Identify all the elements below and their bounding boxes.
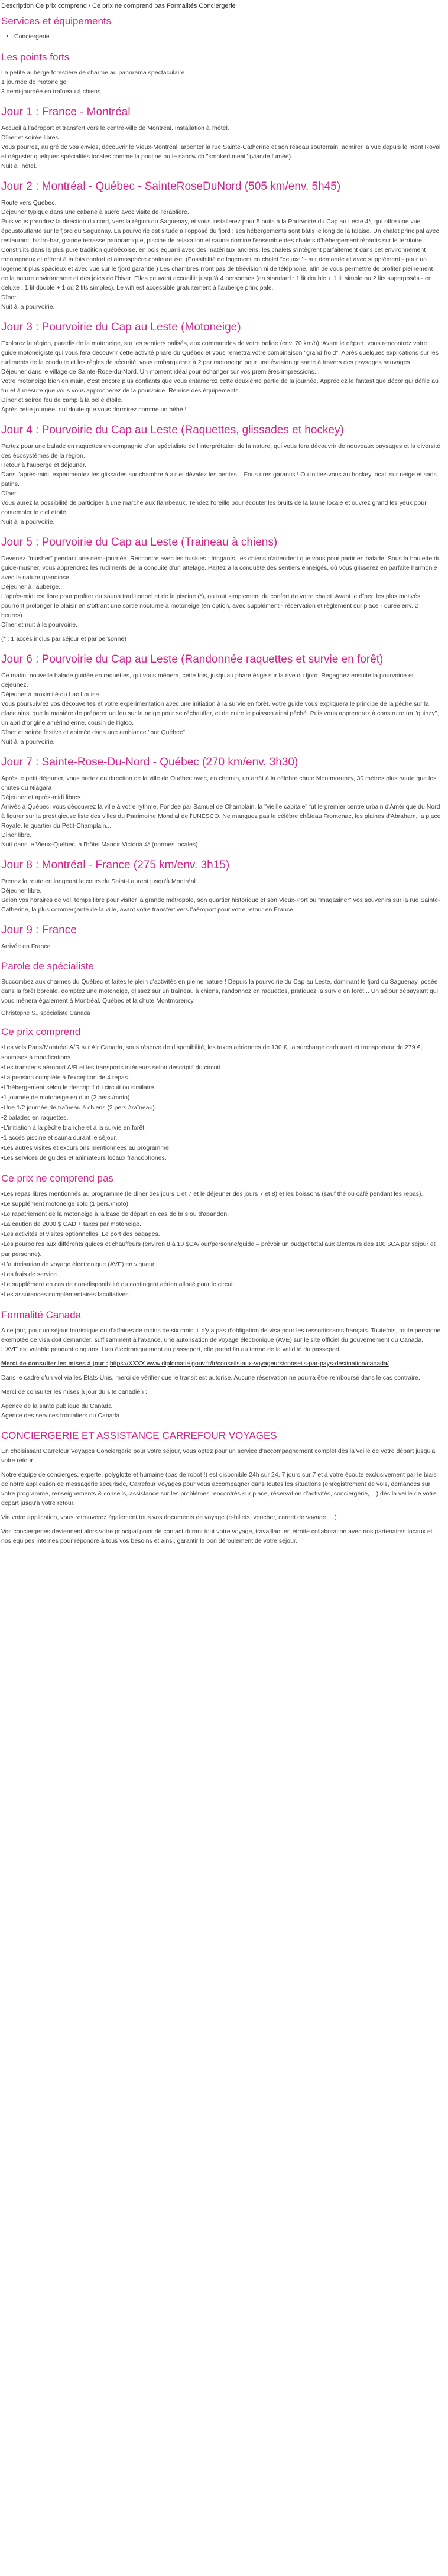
day-paragraph: Dîner et soirée festive et animée dans une ambiance "pur Québec".: [1, 729, 187, 736]
concierge-heading: CONCIERGERIE ET ASSISTANCE CARREFOUR VOYAGES: [1, 1430, 277, 1441]
day-paragraph: Nuit à la pourvoirie.: [1, 303, 55, 310]
day-paragraph: Arrivée en France.: [1, 943, 53, 950]
day-paragraph: Après cette journée, nul doute que vous dormirez comme un bébé !: [1, 406, 187, 413]
day-body: [1, 339, 441, 414]
includes-item: • 1 accès piscine et sauna durant le séjour.: [1, 1133, 441, 1143]
includes-item: • 1 journée de motoneige en duo (2 pers./moto).: [1, 1093, 441, 1103]
day-heading: Jour 2 : Montréal - Québec - SainteRoseDuNord (505 km/env. 5h45): [1, 180, 341, 193]
concierge-app: Via votre application, vous retrouverez également tous vos documents de voyage (e-billets, voucher, carnet de voyage, ...): [1, 1514, 337, 1521]
highlight-line: 3 demi-journée en traîneau à chiens: [1, 88, 101, 95]
services-heading: Services et équipements: [1, 15, 112, 27]
day-paragraph: Devenez "musher" pendant une demi-journée. Rencontre avec les huskies : fringants, les chiens n'attendent que vous pour partir en balade. Sous la houlette du guide-musher, vous apprendrez les rudiments de la conduite d'un attelage. Partez à la conquête des sentiers enneigés, où vous glisserez en parfaite harmonie avec la nature grandiose.: [1, 555, 441, 581]
specialist-text: Succombez aux charmes du Québec et faites le plein d'activités en pleine nature ! Depuis la pourvoirie du Cap au Leste, dominant le fjord du Saguenay, posée dans la forêt boréale, domptez une motoneige, glissez sur un traîneau à chiens, randonnez en raquettes, pratiquez la survie en forêt... Un séjour dépaysant qui vous mènera également à Montréal, Québec et la chute Montmorency.: [1, 978, 438, 1004]
day-body: [1, 774, 441, 849]
day-paragraph: Dîner.: [1, 294, 18, 301]
day-paragraph: Puis vous prendrez la direction du nord, vers la région du Saguenay, et vous installerez pour 5 nuits à la Pourvoirie du Cap au Leste 4*, qui offre une vue époustouflante sur le fjord du Saguenay. La pourvoirie est située à l'opposé du fjord ; ses hébergements sont bâtis le long de la falaise. Un chalet principal avec restaurant, bistro-bar, grande terrasse panoramique, piscine de relaxation et sauna domine l'ensemble des chalets d'hébergement répartis sur le territoire. Construits dans la plus pure tradition québécoise, en bois équarri avec des matériaux anciens, les chalets s'intègrent parfaitement dans cet environnement montagneux et offrent à la fois confort et atmosphère chaleureuse. (Possibilité de logement en chalet "deluxe" - sur demande et avec supplément - pour un logement plus spacieux et avec vue sur le fjord garantie.) Les chambres n'ont pas de télévision ni de téléphone, afin de vous permettre de profiter pleinement de la nature environnante et des joies de l'hiver. Elles peuvent accueillir jusqu'à 4 personnes (en standard : 1 lit double + 1 lit simple ou 2 lits superposés - en deluxe : 1 lit double + 1 ou 2 lits simples). Le wifi est accessible gratuitement à l'auberge principale.: [1, 218, 439, 291]
excludes-heading: Ce prix ne comprend pas: [1, 1173, 113, 1184]
day-heading: Jour 7 : Sainte-Rose-Du-Nord - Québec (270 km/env. 3h30): [1, 756, 298, 768]
concierge-contact: Vos conciergeries deviennent alors votre principal point de contact durant tout votre voyage, travaillant en étroite collaboration avec nos partenaires locaux et nos équipes internes pour répondre à tous vos besoins et ainsi, garantir le bon déroulement de votre séjour.: [1, 1528, 433, 1545]
day-paragraph: Nuit à la pourvoirie.: [1, 738, 55, 745]
day-paragraph: Dans l'après-midi, expérimentez les glissades sur chambre à air et dévalez les pentes... Fous rires garantis ! Ou initiez-vous au hockey local, sur neige et sans patins.: [1, 471, 437, 488]
itinerary: [1, 106, 441, 951]
formalities-links: [1, 1359, 441, 1368]
day-heading: Jour 3 : Pourvoirie du Cap au Leste (Motoneige): [1, 321, 241, 333]
day-body: [1, 877, 441, 914]
day-paragraph: Vous aurez la possibilité de participer à une marche aux flambeaux. Tendez l'oreille pour écouter les bruits de la faune locale et ouvrez grand les yeux pour contempler le ciel étoilé.: [1, 499, 427, 516]
day-paragraph: Route vers Québec.: [1, 199, 57, 206]
specialist-signature: Christophe S., spécialiste Canada: [1, 1010, 90, 1017]
breadcrumb-nav: Description Ce prix comprend / Ce prix ne comprend pas Formalités Conciergerie: [1, 2, 236, 9]
highlight-line: 1 journée de motoneige: [1, 79, 67, 86]
day-heading: Jour 6 : Pourvoirie du Cap au Leste (Randonnée raquettes et survie en forêt): [1, 653, 384, 666]
day-paragraph: Déjeuner libre.: [1, 887, 42, 894]
excludes-item: • Les pourboires aux différents guides et chauffeurs (environ 8 à 10 $CA/jour/personne/guide – prévoir un budget total aux alentours des 100 $CA par séjour et par personne).: [1, 1240, 441, 1260]
excludes-item: • Les frais de service.: [1, 1270, 441, 1280]
day-paragraph: Dîner et nuit à la pourvoirie.: [1, 621, 77, 628]
day-paragraph: Dîner et soirée feu de camp à la belle étoile.: [1, 397, 123, 404]
excludes-item: • Les activités et visites optionnelles. Le port des bagages.: [1, 1229, 441, 1240]
day-paragraph: Dîner.: [1, 490, 18, 497]
concierge-intro: En choisissant Carrefour Voyages Conciergerie pour votre séjour, vous optez pour un service d'accompagnement complet dès la veille de votre départ jusqu'à votre retour.: [1, 1448, 436, 1464]
formalities-heading: Formalité Canada: [1, 1309, 82, 1321]
excludes-item: • Le rapatriement de la motoneige à la base de départ en cas de bris ou d'abandon.: [1, 1209, 441, 1219]
includes-item: • Une 1/2 journée de traîneau à chiens (2 pers./traîneau).: [1, 1103, 441, 1113]
excludes-item: • Les assurances complémentaires facultatives.: [1, 1290, 441, 1300]
day-paragraph: Accueil à l'aéroport et transfert vers le centre-ville de Montréal. Installation à l'hôtel.: [1, 125, 229, 132]
excludes-item: • L'autorisation de voyage électronique (AVE) en vigueur.: [1, 1260, 441, 1270]
excludes-item: • Les repas libres mentionnés au programme (le dîner des jours 1 et 7 et le déjeuner des jours 7 et 8) et les boissons (sauf thé ou café pendant les repas).: [1, 1189, 441, 1199]
diplomatie-link[interactable]: https://XXXX.www.diplomatie.gouv.fr/fr/conseils-aux-voyageurs/conseils-par-pays-destination/canada/: [109, 1360, 389, 1367]
day-paragraph: Déjeuner et après-midi libres.: [1, 794, 83, 801]
day-paragraph: Dîner libre.: [1, 832, 32, 839]
day-body: [1, 442, 441, 527]
agency-border-link[interactable]: Agence des services frontaliers du Canada: [1, 1412, 120, 1419]
day-body: [1, 198, 441, 312]
includes-item: • La pension complète à l'exception de 4 repas.: [1, 1073, 441, 1083]
day-paragraph: Retour à l'auberge et déjeuner.: [1, 462, 86, 469]
agencies: [1, 1401, 441, 1420]
excludes-item: • Le supplément en cas de non-disponibilité du contingent aérien alloué pour le circuit.: [1, 1280, 441, 1290]
day-body: [1, 124, 441, 171]
canada-updates-text: Merci de consulter les mises à jour du site canadien :: [1, 1388, 147, 1396]
day-heading: Jour 5 : Pourvoirie du Cap au Leste (Traineau à chiens): [1, 536, 278, 549]
includes-list: [1, 1043, 441, 1163]
day-paragraph: Selon vos horaires de vol, temps libre pour visiter la grande métropole, son quartier historique et son Vieux-Port ou "magasiner" vos souvenirs sur la rue Sainte-Catherine, la plus commerçante de la ville, avant votre transfert vers l'aéroport pour votre retour en France.: [1, 897, 440, 913]
day-heading: Jour 1 : France - Montréal: [1, 106, 131, 118]
excludes-item: • Le supplément motoneige solo (1 pers./moto).: [1, 1199, 441, 1209]
agency-health-link[interactable]: Agence de la santé publique du Canada: [1, 1403, 112, 1410]
day-paragraph: (* : 1 accès inclus par séjour et par personne): [1, 635, 126, 643]
day-paragraph: Déjeuner dans le village de Sainte-Rose-du-Nord. Un moment idéal pour échanger sur vos premières impressions...: [1, 368, 320, 375]
day-paragraph: Vous poursuivrez vos découvertes et votre expérimentation avec une initiation à la survie en forêt. Votre guide vous expliquera le principe de la pêche sur la glace ainsi que la manière de préparer un feu sur la neige pour se réchauffer, et de cuire le poisson ainsi pêché. Puis vous apprendrez à construire un "quinzy", un abri d'origine amérindienne, cousin de l'igloo.: [1, 700, 439, 726]
day-paragraph: Nuit à l'hôtel.: [1, 163, 37, 170]
day-paragraph: Nuit à la pourvoirie.: [1, 518, 55, 525]
services-list: [1, 32, 441, 42]
day-paragraph: Déjeuner à l'auberge.: [1, 583, 61, 591]
day-paragraph: Arrivés à Québec, vous découvrez la ville à votre rythme. Fondée par Samuel de Champlain, la "vieille capitale" fut le premier centre urbain d'Amérique du Nord à figurer sur la prestigieuse liste des villes du Patrimoine Mondial de l'UNESCO. Ne manquez pas le célèbre château Frontenac, les plaines d'Abraham, la place Royale, le quartier du Petit-Champlain...: [1, 803, 441, 829]
includes-item: • L'hébergement selon le descriptif du circuit ou similaire.: [1, 1083, 441, 1093]
transit-text: Dans le cadre d'un vol via les Etats-Unis, merci de vérifier que le transit est autorisé. Aucune réservation ne pourra être remboursé dans le cas contraire.: [1, 1374, 420, 1381]
day-paragraph: L'après-midi est libre pour profiter du sauna traditionnel et de la piscine (*), ou tout simplement du confort de votre chalet. Avant le dîner, les plus motivés pourront prolonger le plaisir en s'offrant une sortie nocturne à motoneige (en option, avec supplément - réservation et règlement sur place - durée env. 2 heures).: [1, 593, 421, 619]
day-body: [1, 671, 441, 747]
includes-item: • Les autres visites et excursions mentionnées au programme.: [1, 1143, 441, 1153]
day-paragraph: Après le petit déjeuner, vous partez en direction de la ville de Québec avec, en chemin, un arrêt à la célèbre chute Montmorency, 30 mètres plus haute que les chutes du Niagara !: [1, 775, 437, 791]
includes-item: • 2 balades en raquettes.: [1, 1113, 441, 1123]
highlights-heading: Les points forts: [1, 51, 70, 63]
day-paragraph: Prenez la route en longeant le cours du Saint-Laurent jusqu'à Montréal.: [1, 878, 197, 885]
day-paragraph: Déjeuner typique dans une cabane à sucre avec visite de l'érablière.: [1, 209, 189, 216]
includes-item: • Les services de guides et animateurs locaux francophones.: [1, 1153, 441, 1163]
specialist-heading: Parole de spécialiste: [1, 961, 94, 972]
day-paragraph: Explorez la région, paradis de la motoneige, sur les sentiers balisés, aux commandes de votre bolide (env. 70 km/h). Avant le départ, vous rencontrez votre guide motoneigiste qui vous fera découvrir cette activité phare du Québec et vous remettra votre combinaison "grand froid". Après quelques explications sur les rudiments de la conduite et les règles de sécurité, vous embarquerez à 2 par motoneige pour une évasion grisante à travers des paysages sauvages.: [1, 340, 439, 366]
excludes-list: [1, 1189, 441, 1300]
day-paragraph: Déjeuner à proximité du Lac Louise.: [1, 691, 101, 698]
day-paragraph: Nuit dans le Vieux-Québec, à l'hôtel Manoir Victoria 4* (normes locales).: [1, 841, 200, 848]
day-heading: Jour 4 : Pourvoirie du Cap au Leste (Raquettes, glissades et hockey): [1, 424, 344, 436]
day-paragraph: Vous pourrez, au gré de vos envies, découvrir le Vieux-Montréal, arpenter la rue Sainte-Catherine et son réseau souterrain, admirer la vue depuis le mont Royal et déguster quelques spécialités locales comme la poutine ou le sandwich "smoked meat" (viande fumée).: [1, 144, 441, 160]
day-paragraph: Dîner et soirée libres.: [1, 134, 60, 141]
includes-item: • L'initiation à la pêche blanche et à la survie en forêt.: [1, 1123, 441, 1133]
day-heading: Jour 9 : France: [1, 924, 77, 936]
formalities-text: A ce jour, pour un séjour touristique ou d'affaires de moins de six mois, il n'y a pas d'obligation de visa pour les ressortissants français. Toutefois, toute personne exemptée de visa doit demander, suffisamment à l'avance, une autorisation de voyage électronique (AVE) sur le site officiel du gouvernement du Canada. L'AVE est valable pendant cinq ans. Lien électroniquement au passeport, elle prend fin au terme de la validité du passeport.: [1, 1327, 441, 1353]
day-paragraph: Votre motoneige bien en main, c'est encore plus confiants que vous entamerez cette deuxième partie de la journée. Appréciez le fantastique décor qui défile au fur et à mesure que vous vous approcherez de la pourvoirie. Remise des équipements.: [1, 378, 439, 394]
concierge-team: Notre équipe de concierges, experte, polyglotte et humaine (pas de robot !) est disponible 24h sur 24, 7 jours sur 7 et à votre écoute exclusivement par le biais de notre application de messagerie sécurisée, Carrefour Voyages pour vous accompagner dans toutes les situations (enregistrement de vols, demandes sur votre programme, renseignements & conseils, assistance sur les problèmes rencontrés sur place, réservation d'activités, conciergerie, ...) dès la veille de votre départ jusqu'à votre retour.: [1, 1471, 437, 1507]
updates-label: Merci de consulter les mises à jour :: [1, 1360, 108, 1367]
day-body: [1, 942, 441, 951]
day-body: [1, 554, 441, 644]
day-paragraph: Partez pour une balade en raquettes en compagnie d'un spécialiste de l'interprétation de la nature, qui vous fera découvrir de nouveaux paysages et la diversité des écosystèmes de la région.: [1, 443, 440, 459]
day-paragraph: Ce matin, nouvelle balade guidée en raquettes, qui vous mènera, cette fois, jusqu'au phare érigé sur la rive du fjord. Regagnez ensuite la pourvoirie et déjeunez.: [1, 672, 414, 689]
excludes-item: • La caution de 2000 $ CAD + taxes par motoneige.: [1, 1219, 441, 1229]
day-heading: Jour 8 : Montréal - France (275 km/env. 3h15): [1, 859, 230, 871]
includes-heading: Ce prix comprend: [1, 1026, 81, 1037]
includes-item: • Les transferts aéroport A/R et les transports intérieurs selon descriptif du circuit.: [1, 1063, 441, 1073]
highlight-line: La petite auberge forestière de charme au panorama spectaculaire: [1, 69, 185, 76]
services-item: • Conciergerie: [14, 32, 441, 42]
day-paragraph: [1, 630, 441, 634]
highlights-block: [1, 68, 441, 96]
includes-item: • Les vols Paris/Montréal A/R sur Air Canada, sous réserve de disponibilité, les taxes aériennes de 130 €, la surcharge carburant et transporteur de 279 €, soumises à modifications.: [1, 1043, 441, 1063]
